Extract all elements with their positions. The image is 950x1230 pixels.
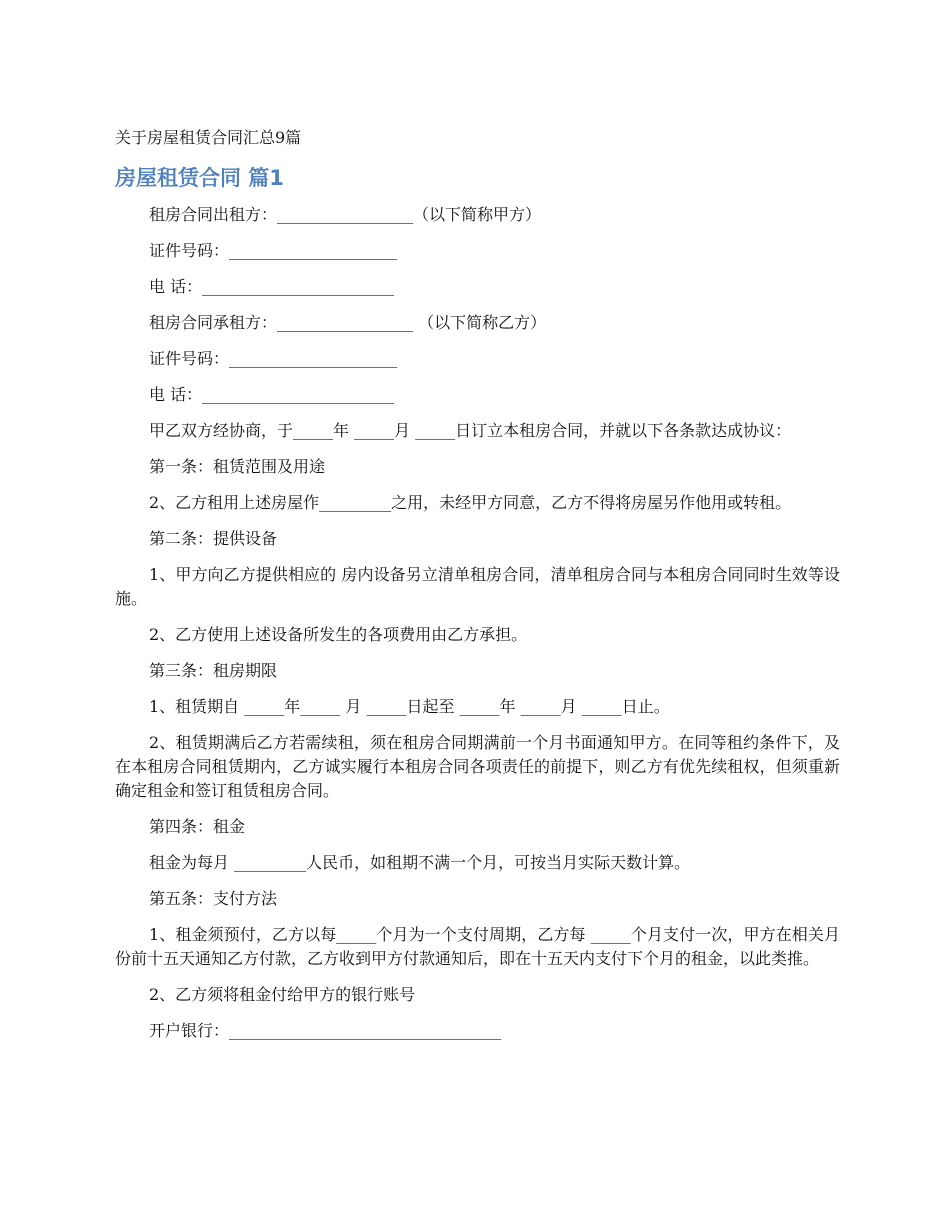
article-5-heading: 第五条：支付方法 <box>149 889 278 908</box>
article-4-rent: 租金为每月 _________人民币，如租期不满一个月，可按当月实际天数计算。 <box>149 853 691 872</box>
lessee-id-line: 证件号码：_____________________ <box>149 349 398 368</box>
lessee-line: 租房合同承租方：_________________ （以下简称乙方） <box>149 313 547 332</box>
article-3-heading: 第三条：租房期限 <box>149 661 278 680</box>
lessor-line: 租房合同出租方：_________________（以下简称甲方） <box>149 205 542 224</box>
article-2-clause-1: 1、甲方向乙方提供相应的 房内设备另立清单租房合同，清单租房合同与本租房合同同时生效等设施。 <box>115 565 840 608</box>
document-body <box>115 203 840 1055</box>
article-2-heading: 第二条：提供设备 <box>149 529 278 548</box>
lessor-id-line: 证件号码：_____________________ <box>149 241 398 260</box>
article-3-clause-1: 1、租赁期自 _____年_____ 月 _____日起至 _____年 _____月 _____日止。 <box>149 697 670 716</box>
article-1-clause-2: 2、乙方租用上述房屋作_________之用，未经甲方同意，乙方不得将房屋另作他用或转租。 <box>149 493 792 512</box>
bank-line: 开户银行：__________________________________ <box>149 1021 502 1040</box>
article-2-clause-2: 2、乙方使用上述设备所发生的各项费用由乙方承担。 <box>149 625 528 644</box>
article-5-clause-1: 1、租金须预付，乙方以每_____个月为一个支付周期，乙方每 _____个月支付一次，甲方在相关月份前十五天通知乙方付款，乙方收到甲方付款通知后，即在十五天内支付下个月的租金，以此类推。 <box>115 925 840 968</box>
article-4-heading: 第四条：租金 <box>149 817 246 836</box>
article-5-clause-2: 2、乙方须将租金付给甲方的银行账号 <box>149 985 416 1004</box>
document-title: 关于房屋租赁合同汇总9篇 <box>115 128 302 147</box>
lessor-phone-line: 电 话：________________________ <box>149 277 395 296</box>
article-1-heading: 第一条：租赁范围及用途 <box>149 457 326 476</box>
lessee-phone-line: 电 话：________________________ <box>149 385 395 404</box>
article-3-clause-2: 2、租赁期满后乙方若需续租，须在租房合同期满前一个月书面通知甲方。在同等租约条件下，及在本租房合同租赁期内，乙方诚实履行本租房合同各项责任的前提下，则乙方有优先续租权，但须重新确定租金和签订租赁租房合同。 <box>115 733 840 800</box>
agreement-intro: 甲乙双方经协商，于_____年 _____月 _____日订立本租房合同，并就以下各条款达成协议： <box>149 421 792 440</box>
section-heading: 房屋租赁合同 篇1 <box>115 166 284 190</box>
